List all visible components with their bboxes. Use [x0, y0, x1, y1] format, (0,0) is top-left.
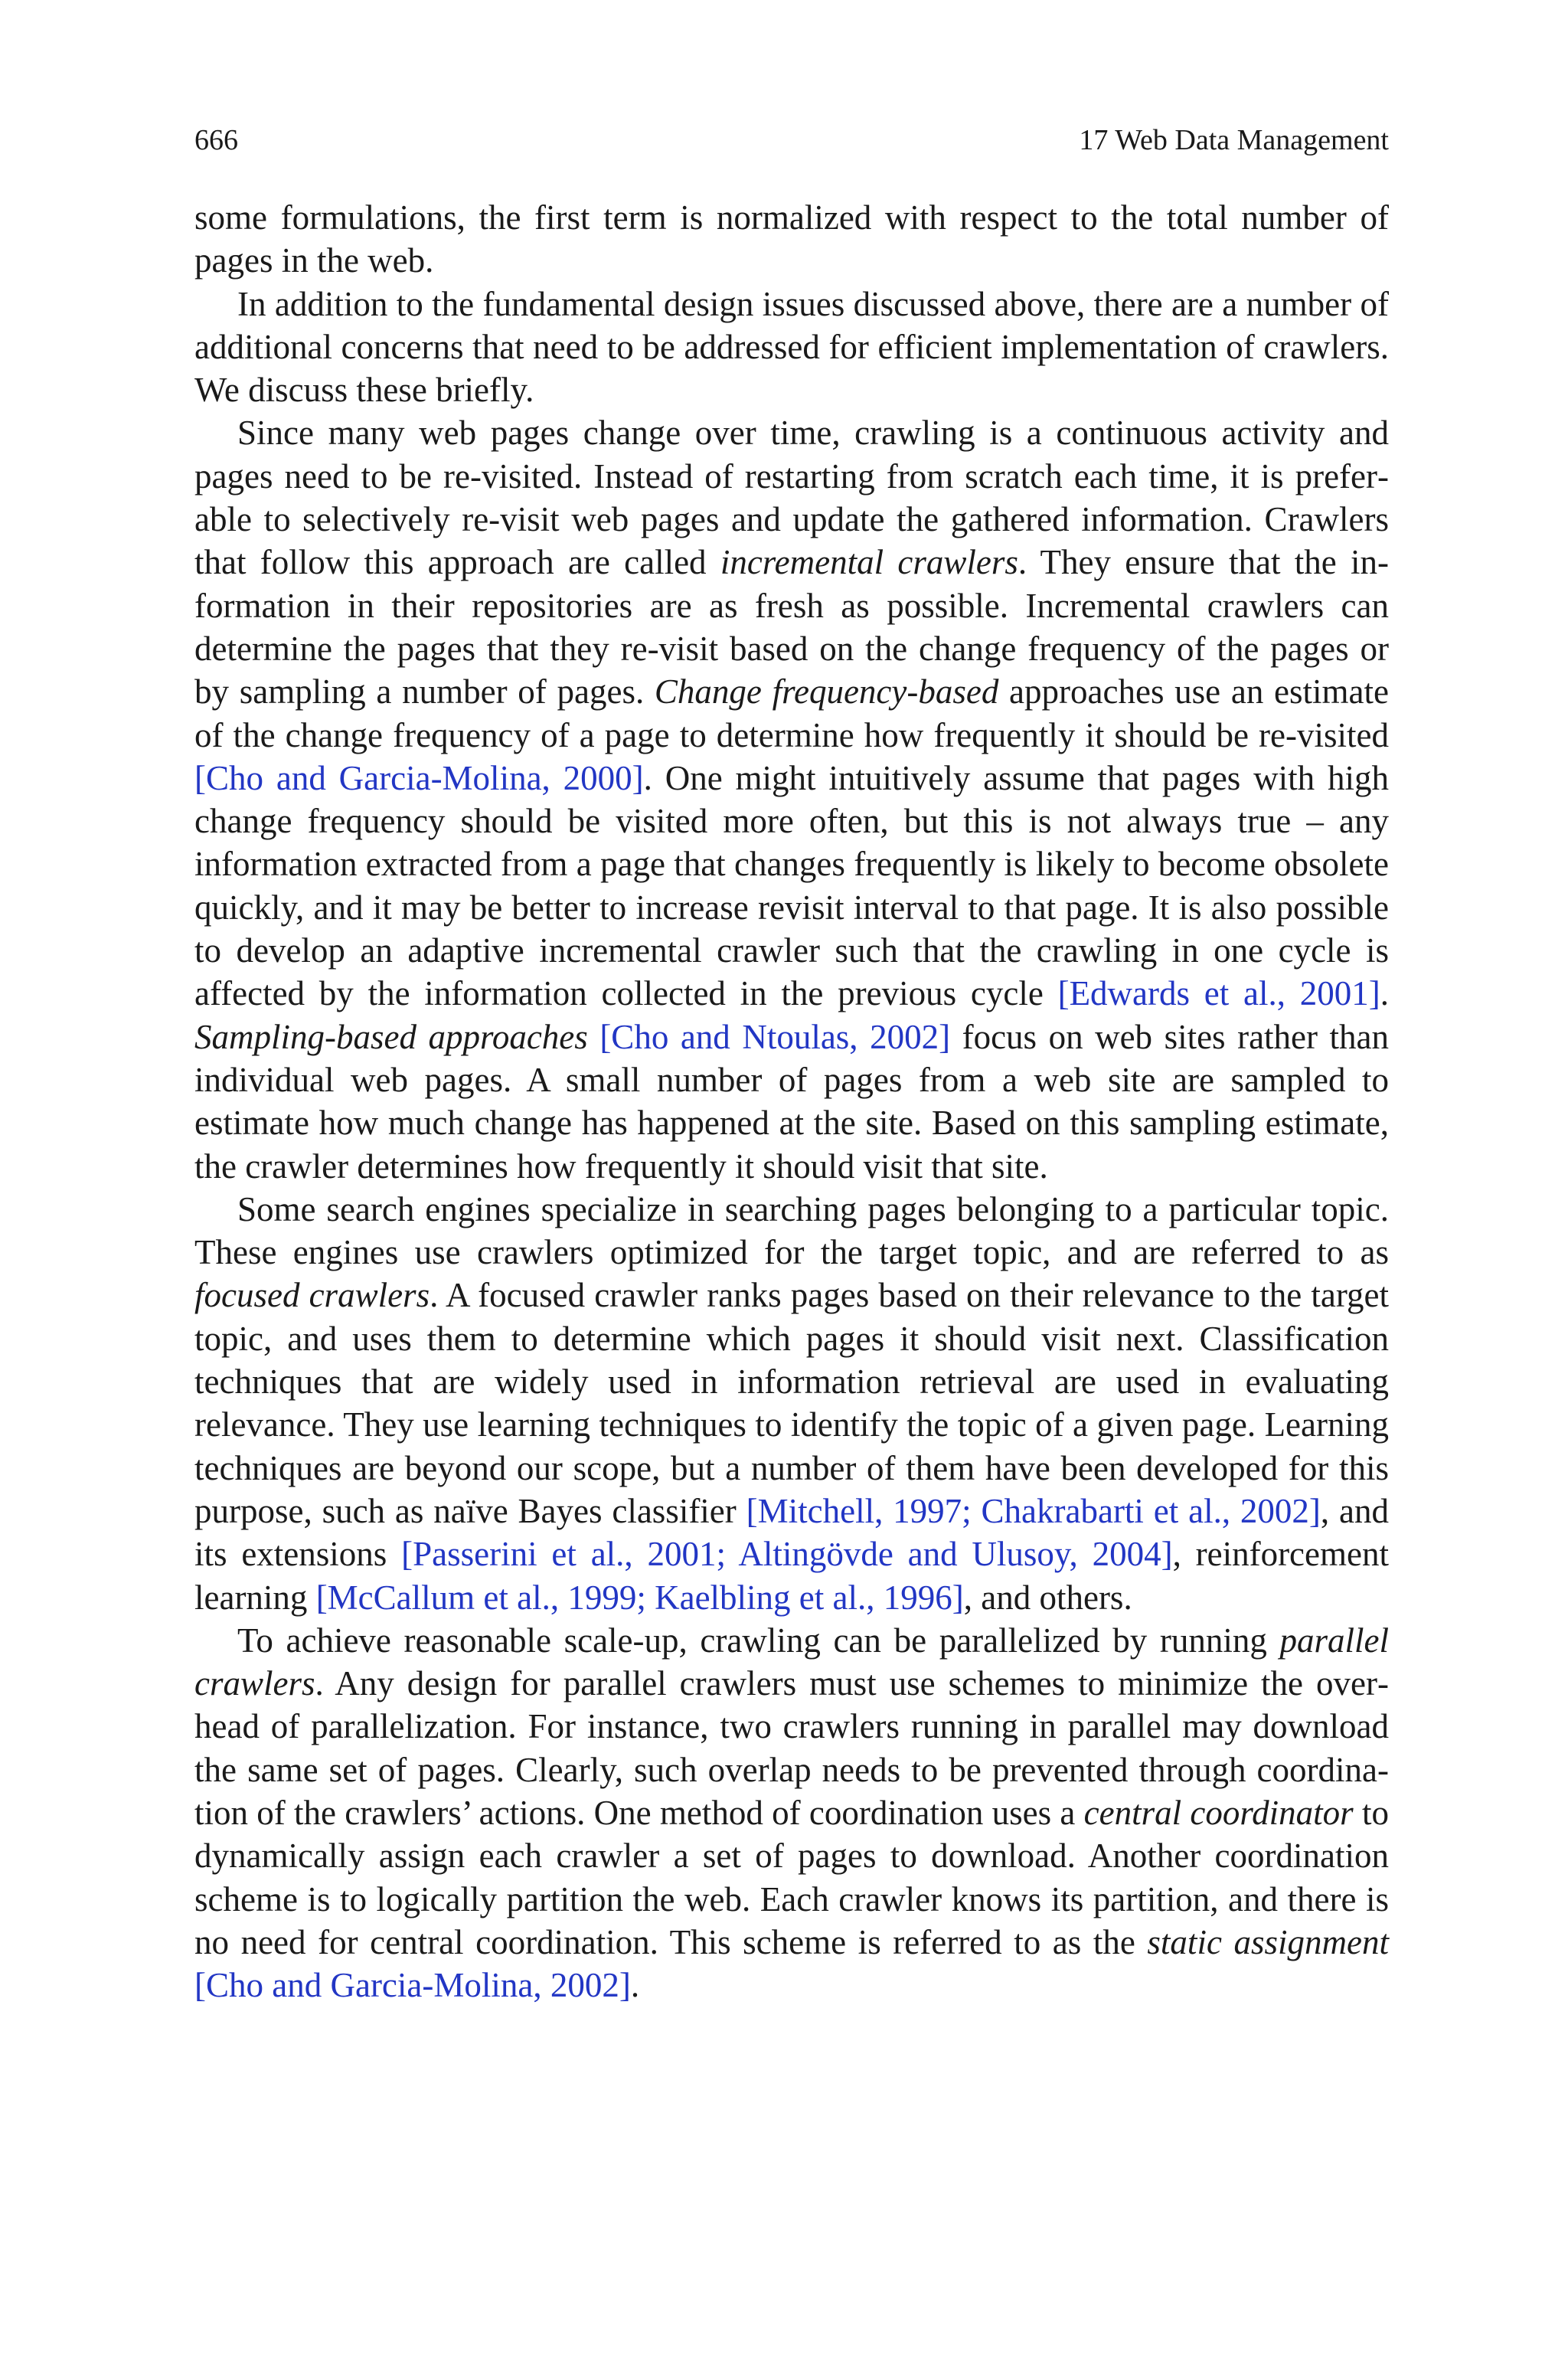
text-run	[588, 1018, 600, 1056]
text-run: In addition to the fundamental design issues discussed above, there are a number of additional concerns that need to be addressed for efficient implementation of crawlers. We discuss these briefly.	[194, 284, 1389, 410]
citation-link[interactable]: [Cho and Garcia-Molina, 2002]	[194, 1966, 631, 2005]
citation-link[interactable]: [Cho and Ntoulas, 2002]	[599, 1017, 951, 1056]
emphasized-term: Change frequency-based	[654, 672, 999, 711]
text-run: . Any design for parallel crawlers must use schemes to minimize the overhead of parallelization. For instance, two crawlers running in parallel may download the same set of pages. Clearly, such overlap needs to be prevented through coordination of the crawlers’ actions. One method of coordination uses a	[194, 1664, 1389, 1832]
text-run: Some search engines specialize in searching pages belonging to a particular topic. These engines use crawlers optimized for the target topic, and are referred to as	[194, 1189, 1389, 1272]
text-run: to dynamically assign each crawler a set of pages to download. Another coordination scheme is to logically partition the web. Each crawler knows its partition, and there is no need for central coordination. This scheme is referred to as the	[194, 1793, 1389, 1961]
text-run: . One might intuitively assume that pages with high change frequency should be visited more often, but this is not always true – any information extracted from a page that changes frequently is likely to become obsolete quickly, and it may be better to increase revisit interval to that page. It is also possible to develop an adaptive incremental crawler such that the crawling in one cycle is affected by the information collected in the previous cycle	[194, 758, 1389, 1013]
paragraph-1	[194, 196, 1389, 283]
paragraph-4	[194, 1188, 1389, 1619]
text-run: .	[1380, 974, 1389, 1013]
paragraph-3	[194, 411, 1389, 1187]
emphasized-term: parallel crawlers	[194, 1621, 1389, 1703]
emphasized-term: central coordinator	[1083, 1793, 1354, 1832]
text-run: , and its extensions	[194, 1491, 1389, 1574]
paragraph-5	[194, 1619, 1389, 2007]
text-run: . They ensure that the information in their repositories are as fresh as possible. Incremental crawlers can determine the pages that they re-visit based on the change frequency of the pages or by sampling a number of pages.	[194, 543, 1389, 711]
emphasized-term: Sampling-based approaches	[194, 1017, 588, 1056]
citation-link[interactable]: [Passerini et al., 2001; Altingövde and Ulusoy, 2004]	[401, 1535, 1173, 1574]
emphasized-term: focused crawlers	[194, 1276, 430, 1315]
text-run: . A focused crawler ranks pages based on their relevance to the target topic, and uses them to determine which pages it should visit next. Classification techniques that are widely used in information retrieval are used in evaluating relevance. They use learning techniques to identify the topic of a given page. Learning techniques are beyond our scope, but a number of them have been developed for this purpose, such as naïve Bayes classifier	[194, 1276, 1390, 1530]
paragraph-2	[194, 283, 1389, 412]
text-run: Since many web pages change over time, crawling is a continuous activity and pages need to be re-visited. Instead of restarting from scratch each time, it is preferable to selectively re-visit web pages and update the gathered information. Crawlers that follow this approach are called	[194, 414, 1389, 582]
text-run: , reinforcement learning	[194, 1535, 1389, 1617]
text-run: To achieve reasonable scale-up, crawling can be parallelized by running	[237, 1621, 1280, 1660]
text-run: approaches use an estimate of the change frequency of a page to determine how frequently it should be re-visited	[194, 672, 1389, 754]
body-text	[194, 196, 1389, 2007]
emphasized-term: static assignment	[1147, 1922, 1389, 1961]
citation-link[interactable]: [Mitchell, 1997; Chakrabarti et al., 2002]	[746, 1491, 1321, 1530]
page-number: 666	[194, 124, 238, 156]
text-run: focus on web sites rather than individual web pages. A small number of pages from a web site are sampled to estimate how much change has happened at the site. Based on this sampling estimate, the crawler determines how frequently it should visit that site.	[194, 1017, 1389, 1186]
text-run: .	[630, 1966, 640, 2005]
citation-link[interactable]: [McCallum et al., 1999; Kaelbling et al., 1996]	[315, 1578, 964, 1617]
chapter-title: 17 Web Data Management	[1079, 124, 1389, 156]
citation-link[interactable]: [Cho and Garcia-Molina, 2000]	[194, 758, 644, 797]
text-run: , and others.	[963, 1578, 1132, 1617]
emphasized-term: incremental crawlers	[720, 543, 1018, 582]
text-run: some formulations, the first term is normalized with respect to the total number of pages in the web.	[194, 198, 1389, 280]
citation-link[interactable]: [Edwards et al., 2001]	[1057, 974, 1380, 1013]
